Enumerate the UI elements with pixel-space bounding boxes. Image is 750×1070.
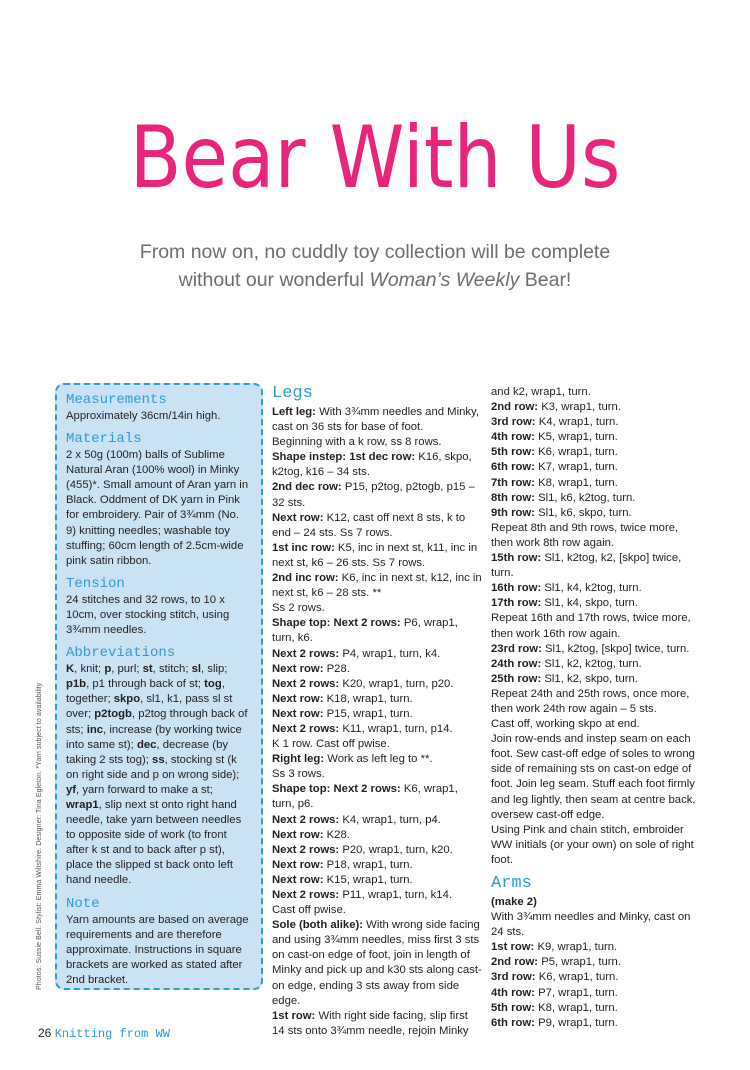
instruction-text: Sl1, k2tog, [skpo] twice, turn. xyxy=(541,642,690,655)
instruction-line xyxy=(272,601,482,616)
instruction-text: P15, wrap1, turn. xyxy=(323,707,413,720)
page-title: Bear With Us xyxy=(129,108,621,208)
instruction-label: Right leg: xyxy=(272,753,325,766)
abbreviation-definition: , yarn forward to make a st; xyxy=(76,783,213,796)
sole-instructions xyxy=(491,385,701,868)
instruction-label: 2nd inc row: xyxy=(272,572,339,585)
instruction-text: With wrong side facing and using 3¾mm needles, miss first 3 sts on cast-on edge of foot, join in length of Minky and pick up and k30 sts along cast-on edge, ending 3 sts away from side edge. xyxy=(272,919,482,1007)
materials-text: 2 x 50g (100m) balls of Sublime Natural Aran (100% wool) in Minky (455)*. Small amount of Aran yarn in Black. Oddment of DK yarn in Pink for embroidery. Pair of 3¾mm (No. 9) knitting needles; washable toy stuffing; 60cm length of 2.5cm-wide pink satin ribbon. xyxy=(66,449,249,567)
note-text: Yarn amounts are based on average requirements and are therefore approximate. Instructions in square brackets are worked as stated after 2nd bracket. xyxy=(66,913,249,986)
instruction-text: Cast off pwise. xyxy=(272,904,346,917)
abbreviation-definition: , slip next st onto right hand needle, take yarn between needles to opposite side of work (to front after k st and to back after p st), place the slipped st back onto left hand needle. xyxy=(66,798,242,887)
page-footer xyxy=(38,1026,170,1041)
instruction-label: 9th row: xyxy=(491,506,535,519)
instruction-text: P7, wrap1, turn. xyxy=(534,986,618,999)
instruction-line xyxy=(272,571,482,601)
instruction-line xyxy=(491,385,701,400)
instruction-text: K16, skpo, k2tog, k16 – 34 sts. xyxy=(272,451,472,479)
instruction-line xyxy=(272,873,482,888)
instruction-text: K11, wrap1, turn, p14. xyxy=(339,722,453,735)
abbreviation-definition: , knit; xyxy=(74,663,105,676)
tension-text: 24 stitches and 32 rows, to 10 x 10cm, over stocking stitch, using 3¾mm needles. xyxy=(66,593,230,637)
abbreviation-key: yf xyxy=(66,783,77,796)
instruction-label: Next 2 rows: xyxy=(272,843,340,856)
instruction-text: Sl1, k6, k2tog, turn. xyxy=(534,491,636,504)
instruction-line xyxy=(491,642,701,657)
instruction-line xyxy=(272,752,482,767)
instruction-text: Cast off, working skpo at end. xyxy=(491,718,640,731)
instruction-line xyxy=(272,1009,482,1039)
instruction-text: Using Pink and chain stitch, embroider WW initials (or your own) on sole of right foot. xyxy=(491,823,694,866)
instruction-line xyxy=(491,430,701,445)
instruction-label: 6th row: xyxy=(491,461,535,474)
instruction-text: K6, wrap1, turn. xyxy=(535,971,619,984)
instruction-label: Next 2 rows: xyxy=(272,722,340,735)
instruction-label: Shape top: Next 2 rows: xyxy=(272,783,401,796)
abbreviation-key: dec xyxy=(136,738,157,751)
instruction-line xyxy=(272,405,482,435)
instruction-line xyxy=(491,551,701,581)
instruction-line xyxy=(272,662,482,677)
instruction-label: Next 2 rows: xyxy=(272,647,340,660)
instruction-line xyxy=(272,722,482,737)
instruction-line xyxy=(491,940,701,955)
instruction-label: 25th row: xyxy=(491,672,542,685)
legs-heading: Legs xyxy=(272,384,313,403)
instruction-label: 2nd row: xyxy=(491,401,539,414)
abbreviation-key: st xyxy=(142,663,153,676)
abbreviation-definition: , stitch; xyxy=(152,663,192,676)
note-heading: Note xyxy=(66,895,100,912)
instruction-line xyxy=(491,986,701,1001)
instruction-text: With 3¾mm needles and Minky, cast on 36 sts for base of foot. xyxy=(272,406,479,434)
instruction-line xyxy=(272,511,482,541)
instruction-line xyxy=(272,888,482,903)
instruction-text: Sl1, k2tog, k2, [skpo] twice, turn. xyxy=(491,552,682,580)
abbreviation-definition: , increase (by working twice into same st); xyxy=(66,723,242,751)
instruction-line xyxy=(272,435,482,450)
materials-heading: Materials xyxy=(66,431,142,448)
instruction-line xyxy=(491,657,701,672)
abbreviation-definition: , slip; xyxy=(201,663,228,676)
arms-instructions xyxy=(491,910,701,1031)
instruction-line xyxy=(272,692,482,707)
instruction-text: P11, wrap1, turn, k14. xyxy=(339,889,453,901)
instruction-text: Repeat 24th and 25th rows, once more, then work 24th row again – 5 sts. xyxy=(491,687,690,715)
abbreviation-key: p1b xyxy=(66,678,87,691)
tension-heading: Tension xyxy=(66,575,125,592)
instruction-label: Next row: xyxy=(272,873,324,886)
subtitle-magazine-name: Woman’s Weekly xyxy=(369,269,520,291)
instruction-label: 5th row: xyxy=(491,1001,535,1014)
instruction-text: Sl1, k4, skpo, turn. xyxy=(541,597,638,610)
instruction-label: 5th row: xyxy=(491,446,535,459)
instruction-line xyxy=(491,491,701,506)
instruction-text: Work as left leg to **. xyxy=(324,753,433,766)
instruction-text: Ss 3 rows. xyxy=(272,768,325,781)
instruction-line xyxy=(272,707,482,722)
instruction-text: Sl1, k2, skpo, turn. xyxy=(541,672,638,685)
abbreviations-heading: Abbreviations xyxy=(66,645,176,662)
info-box xyxy=(55,383,263,990)
instruction-line xyxy=(491,687,701,717)
sole-arms-column xyxy=(491,385,701,1031)
measurements-text: Approximately 36cm/14in high. xyxy=(66,410,221,422)
instruction-label: 17th row: xyxy=(491,597,542,610)
instruction-text: K6, wrap1, turn. xyxy=(534,446,618,459)
instruction-text: K28. xyxy=(323,828,350,841)
instruction-line xyxy=(491,1016,701,1031)
subtitle-line-2-pre: without our wonderful xyxy=(178,269,370,291)
instruction-label: 3rd row: xyxy=(491,416,536,429)
instruction-line xyxy=(491,910,701,940)
instruction-text: With right side facing, slip first 14 sts onto 3¾mm needle, rejoin Minky xyxy=(272,1009,469,1037)
instruction-line xyxy=(272,677,482,692)
instruction-label: Left leg: xyxy=(272,406,316,418)
instruction-line xyxy=(491,717,701,732)
instruction-text: Sl1, k2, k2tog, turn. xyxy=(541,657,642,670)
instruction-text: P18, wrap1, turn. xyxy=(323,858,413,871)
instruction-label: 7th row: xyxy=(491,476,535,489)
page-subtitle xyxy=(0,238,750,294)
instruction-label: 24th row: xyxy=(491,657,542,670)
arms-heading: Arms xyxy=(491,874,532,893)
instruction-text: K6, wrap1, turn, p6. xyxy=(272,783,458,811)
instruction-text: P15, p2tog, p2togb, p15 – 32 sts. xyxy=(272,481,475,509)
instruction-text: K8, wrap1, turn. xyxy=(534,1001,618,1014)
instruction-label: 8th row: xyxy=(491,491,535,504)
photo-credit: Photos: Sussie Bell. Stylist: Emma Wiltshire. Designer: Tina Egleton. *Yarn subject to availability xyxy=(36,682,43,990)
abbreviation-definition: , p1 through back of st; xyxy=(86,678,205,691)
instruction-label: Next row: xyxy=(272,511,324,524)
instruction-text: P4, wrap1, turn, k4. xyxy=(339,647,441,660)
subtitle-line-2-post: Bear! xyxy=(519,269,572,291)
instruction-line xyxy=(491,521,701,551)
instruction-label: 6th row: xyxy=(491,1016,535,1029)
instruction-line xyxy=(272,480,482,510)
abbreviation-key: K xyxy=(66,663,75,676)
instruction-line xyxy=(491,415,701,430)
instruction-text: Ss 2 rows. xyxy=(272,602,325,615)
instruction-text: K15, wrap1, turn. xyxy=(323,873,413,886)
instruction-label: 1st inc row: xyxy=(272,541,335,554)
instruction-label: 4th row: xyxy=(491,986,535,999)
abbreviation-key: skpo xyxy=(113,693,141,706)
abbreviation-key: ss xyxy=(152,753,165,766)
abbreviation-key: wrap1 xyxy=(66,798,99,811)
instruction-label: 1st row: xyxy=(272,1009,316,1022)
instruction-line xyxy=(272,737,482,752)
instruction-label: Next row: xyxy=(272,858,324,871)
instruction-text: and k2, wrap1, turn. xyxy=(491,386,591,398)
abbreviation-key: p2togb xyxy=(94,708,132,721)
instruction-text: K8, wrap1, turn. xyxy=(534,476,618,489)
instruction-line xyxy=(272,903,482,918)
instruction-label: 3rd row: xyxy=(491,971,536,984)
instruction-line xyxy=(272,616,482,646)
instruction-text: Beginning with a k row, ss 8 rows. xyxy=(272,436,442,449)
instruction-text: Repeat 8th and 9th rows, twice more, then work 8th row again. xyxy=(491,521,679,549)
magazine-name: Knitting from WW xyxy=(54,1027,170,1041)
abbreviation-key: inc xyxy=(86,723,104,736)
instruction-line xyxy=(272,767,482,782)
instruction-label: Shape top: Next 2 rows: xyxy=(272,617,401,630)
abbreviation-key: tog xyxy=(204,678,222,691)
subtitle-line-1: From now on, no cuddly toy collection will be complete xyxy=(139,241,611,263)
instruction-text: K4, wrap1, turn, p4. xyxy=(339,813,441,826)
instruction-text: Repeat 16th and 17th rows, twice more, then work 16th row again. xyxy=(491,612,691,640)
instruction-line xyxy=(491,732,701,823)
instruction-text: P20, wrap1, turn, k20. xyxy=(339,843,453,856)
instruction-line xyxy=(491,596,701,611)
abbreviations-text xyxy=(66,662,251,888)
instruction-text: K4, wrap1, turn. xyxy=(535,416,619,429)
instruction-line xyxy=(272,858,482,873)
arms-subheading: (make 2) xyxy=(491,896,537,908)
instruction-label: Next row: xyxy=(272,828,324,841)
instruction-line xyxy=(272,647,482,662)
measurements-heading: Measurements xyxy=(66,392,167,408)
abbreviation-definition: , p2tog through back of sts; xyxy=(66,708,248,736)
instruction-line xyxy=(272,782,482,812)
instruction-label: 23rd row: xyxy=(491,642,542,655)
instruction-line xyxy=(491,476,701,491)
instruction-line xyxy=(491,460,701,475)
instruction-text: K6, inc in next st, k12, inc in next st, k6 – 28 sts. ** xyxy=(272,572,482,600)
instruction-line xyxy=(272,918,482,1009)
instruction-label: Next 2 rows: xyxy=(272,677,340,690)
abbreviation-definition: , together; xyxy=(66,678,225,706)
instruction-label: 2nd dec row: xyxy=(272,481,342,494)
legs-column xyxy=(272,385,482,1039)
instruction-text: P9, wrap1, turn. xyxy=(534,1016,618,1029)
instruction-label: 2nd row: xyxy=(491,956,539,969)
instruction-line xyxy=(491,672,701,687)
abbreviation-definition: , decrease (by taking 2 sts tog); xyxy=(66,738,229,766)
instruction-label: Next row: xyxy=(272,692,324,705)
subtitle-line-2 xyxy=(0,266,750,294)
instruction-text: With 3¾mm needles and Minky, cast on 24 sts. xyxy=(491,911,691,939)
instruction-text: K5, wrap1, turn. xyxy=(534,431,618,444)
instruction-line xyxy=(491,506,701,521)
instruction-label: Next 2 rows: xyxy=(272,813,340,826)
instruction-text: P6, wrap1, turn, k6. xyxy=(272,617,458,645)
instruction-text: K7, wrap1, turn. xyxy=(534,461,618,474)
instruction-text: K5, inc in next st, k11, inc in next st, k6 – 26 sts. Ss 7 rows. xyxy=(272,541,478,569)
instruction-label: Sole (both alike): xyxy=(272,919,364,932)
instruction-label: Next 2 rows: xyxy=(272,889,340,901)
instruction-text: P5, wrap1, turn. xyxy=(538,956,621,969)
instruction-text: K18, wrap1, turn. xyxy=(323,692,413,705)
instruction-label: 1st row: xyxy=(491,941,535,954)
instruction-line xyxy=(491,970,701,985)
instruction-line xyxy=(491,823,701,868)
instruction-line xyxy=(272,828,482,843)
instruction-line xyxy=(272,813,482,828)
instruction-label: Shape instep: 1st dec row: xyxy=(272,451,416,464)
instruction-line xyxy=(272,450,482,480)
instruction-text: K12, cast off next 8 sts, k to end – 24 sts. Ss 7 rows. xyxy=(272,511,466,539)
instruction-label: 16th row: xyxy=(491,582,542,595)
instruction-line xyxy=(272,541,482,571)
legs-instructions xyxy=(272,405,482,1039)
abbreviation-definition: , stocking st (k on right side and p on wrong side); xyxy=(66,753,240,781)
instruction-text: P28. xyxy=(323,662,350,675)
page-number: 26 xyxy=(38,1026,52,1040)
instruction-text: K20, wrap1, turn, p20. xyxy=(339,677,454,690)
instruction-line xyxy=(491,611,701,641)
instruction-line xyxy=(491,400,701,415)
instruction-line xyxy=(272,843,482,858)
instruction-line xyxy=(491,1001,701,1016)
instruction-label: Next row: xyxy=(272,662,324,675)
abbreviation-definition: , purl; xyxy=(111,663,143,676)
instruction-text: Sl1, k6, skpo, turn. xyxy=(534,506,632,519)
instruction-line xyxy=(491,955,701,970)
instruction-label: Next row: xyxy=(272,707,324,720)
instruction-line xyxy=(491,581,701,596)
instruction-label: 4th row: xyxy=(491,431,535,444)
instruction-line xyxy=(491,445,701,460)
abbreviation-key: sl xyxy=(191,663,202,676)
instruction-text: Sl1, k4, k2tog, turn. xyxy=(541,582,642,595)
abbreviation-definition: , sl1, k1, pass sl st over; xyxy=(66,693,233,721)
instruction-label: 15th row: xyxy=(491,552,542,565)
instruction-text: K 1 row. Cast off pwise. xyxy=(272,738,390,751)
instruction-text: Join row-ends and instep seam on each foot. Sew cast-off edge of soles to wrong side of remaining sts on cast-on edge of foot. Join leg seam. Stuff each foot firmly and leg lightly, then seam at centre back, oversew cast-off edge. xyxy=(491,733,696,821)
instruction-text: K3, wrap1, turn. xyxy=(538,401,621,414)
abbreviation-key: p xyxy=(104,663,112,676)
instruction-text: K9, wrap1, turn. xyxy=(534,941,618,954)
